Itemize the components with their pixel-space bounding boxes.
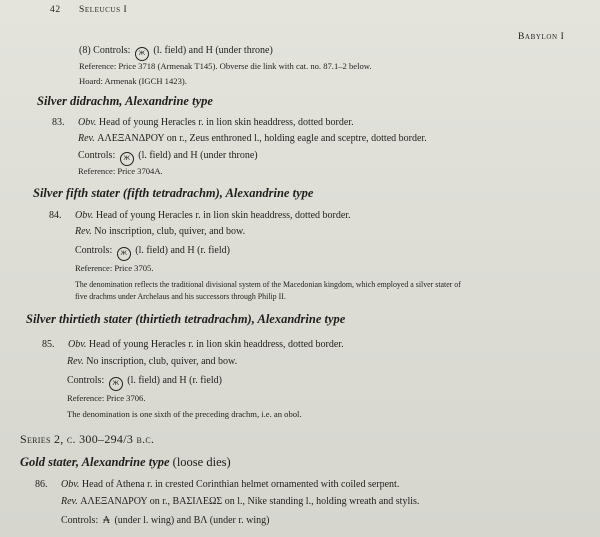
note-line: The denomination is one sixth of the preceding drachm, i.e. an obol. <box>67 409 302 419</box>
page-number: 42 <box>50 5 61 15</box>
entry-reverse <box>67 356 237 367</box>
controls-label: (8) Controls: <box>79 45 131 56</box>
controls-text: (l. field) and H (under throne) <box>153 45 273 56</box>
section-heading-suffix: (loose dies) <box>172 455 231 469</box>
running-head-right: Babylon I <box>518 32 565 42</box>
monogram-circle-icon: Ж <box>117 247 131 261</box>
obverse-text: Head of young Heracles r. in lion skin headdress, dotted border. <box>95 210 351 221</box>
reverse-label: Rev. <box>61 496 78 507</box>
controls-line <box>79 45 273 61</box>
entry-reverse <box>78 133 427 144</box>
entry-controls <box>67 375 222 391</box>
reference-line: Reference: Price 3705. <box>75 263 154 273</box>
entry-obverse <box>35 479 399 490</box>
controls-text: (l. field) and H (under throne) <box>138 150 258 161</box>
reverse-text: ΑΛΕΞΑΝΔΡΟΥ on r., Zeus enthroned l., holding eagle and sceptre, dotted border. <box>97 133 427 144</box>
entry-obverse <box>42 339 344 350</box>
controls-label: Controls: <box>75 245 113 256</box>
obverse-label: Obv. <box>78 117 97 128</box>
obverse-label: Obv. <box>75 210 94 221</box>
entry-reverse <box>75 226 245 237</box>
series-heading: Series 2, c. 300–294/3 b.c. <box>20 432 155 446</box>
section-heading-title: Gold stater, Alexandrine type <box>20 455 170 469</box>
reverse-label: Rev. <box>67 356 84 367</box>
hoard-line: Hoard: Armenak (IGCH 1423). <box>79 76 187 86</box>
entry-controls <box>78 150 258 166</box>
controls-label: Controls: <box>78 150 116 161</box>
obverse-label: Obv. <box>61 479 80 490</box>
obverse-text: Head of young Heracles r. in lion skin headdress, dotted border. <box>88 339 344 350</box>
entry-number: 83. <box>52 117 65 128</box>
obverse-text: Head of young Heracles r. in lion skin headdress, dotted border. <box>98 117 354 128</box>
reverse-label: Rev. <box>75 226 92 237</box>
reverse-text: No inscription, club, quiver, and bow. <box>86 356 238 367</box>
monogram-icon: ₳ <box>102 515 110 526</box>
section-heading: Silver didrachm, Alexandrine type <box>37 94 213 108</box>
reference-line: Reference: Price 3706. <box>67 393 146 403</box>
entry-obverse <box>52 117 354 128</box>
monogram-circle-icon: Ж <box>135 47 149 61</box>
reference-line: Reference: Price 3718 (Armenak T145). Obverse die link with cat. no. 87.1–2 below. <box>79 61 372 71</box>
controls-text: (under l. wing) and ΒΛ (under r. wing) <box>114 515 270 526</box>
controls-text: (l. field) and H (r. field) <box>127 375 222 386</box>
reverse-text: No inscription, club, quiver, and bow. <box>94 226 246 237</box>
note-line: five drachms under Archelaus and his successors through Philip II. <box>75 292 286 301</box>
controls-text: (l. field) and H (r. field) <box>135 245 230 256</box>
entry-reverse <box>61 496 419 507</box>
entry-number: 86. <box>35 479 48 490</box>
running-head-left: Seleucus I <box>79 5 128 15</box>
entry-number: 85. <box>42 339 55 350</box>
reverse-text: ΑΛΕΞΑΝΔΡΟΥ on r., ΒΑΣΙΛΕΩΣ on l., Nike standing l., holding wreath and stylis. <box>80 496 420 507</box>
monogram-circle-icon: Ж <box>120 152 134 166</box>
note-line: The denomination reflects the traditional divisional system of the Macedonian kingdom, which employed a silver stater of <box>75 280 461 289</box>
obverse-text: Head of Athena r. in crested Corinthian helmet ornamented with coiled serpent. <box>81 479 400 490</box>
entry-obverse <box>49 210 351 221</box>
monogram-circle-icon: Ж <box>109 377 123 391</box>
section-heading <box>20 455 231 470</box>
section-heading: Silver thirtieth stater (thirtieth tetradrachm), Alexandrine type <box>26 312 346 326</box>
entry-controls <box>61 515 269 526</box>
obverse-label: Obv. <box>68 339 87 350</box>
controls-label: Controls: <box>61 515 99 526</box>
entry-number: 84. <box>49 210 62 221</box>
reference-line: Reference: Price 3704A. <box>78 166 163 176</box>
controls-label: Controls: <box>67 375 105 386</box>
section-heading: Silver fifth stater (fifth tetradrachm), Alexandrine type <box>33 186 314 200</box>
reverse-label: Rev. <box>78 133 95 144</box>
entry-controls <box>75 245 230 261</box>
